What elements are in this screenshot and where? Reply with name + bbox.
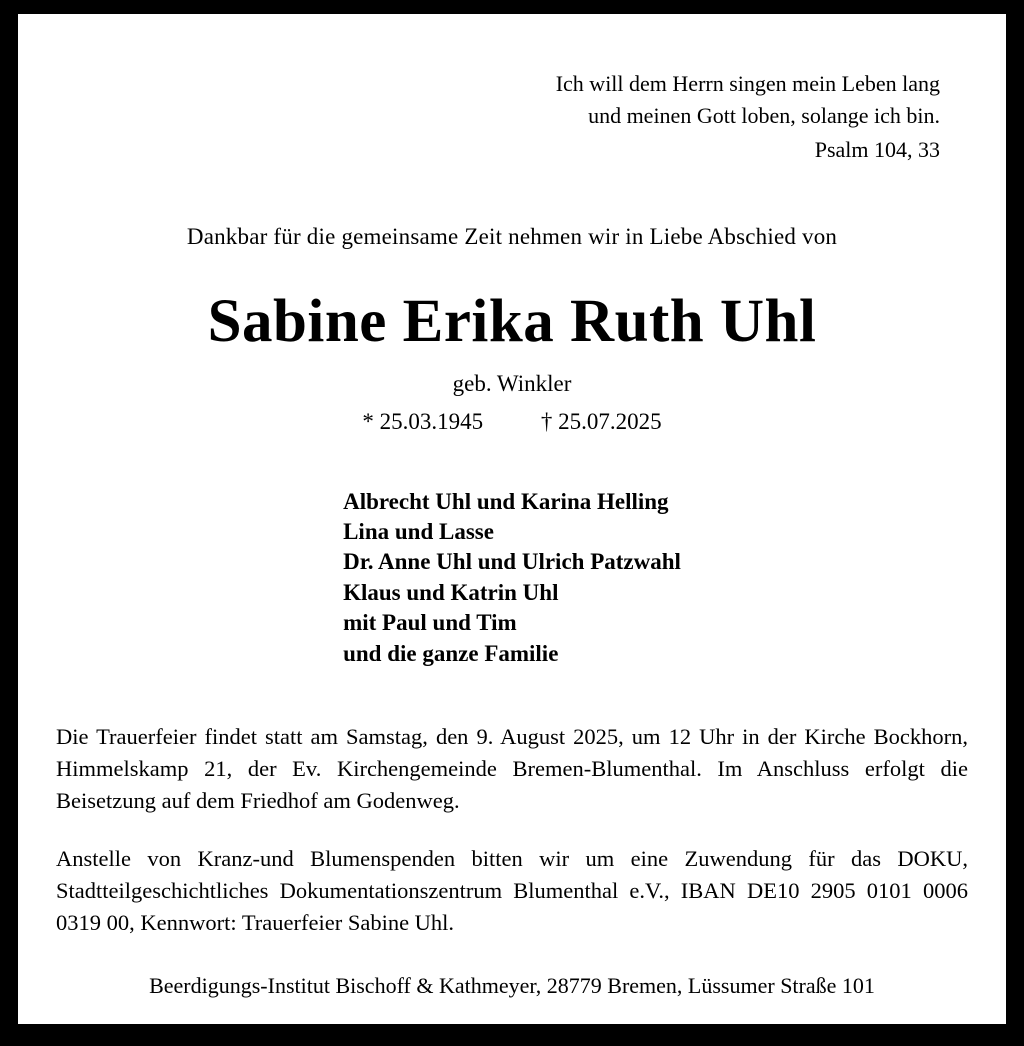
verse-line-2: und meinen Gott loben, solange ich bin.: [588, 102, 940, 128]
verse-line-1: Ich will dem Herrn singen mein Leben lang: [555, 71, 940, 96]
life-dates: [56, 409, 968, 435]
list-item: Albrecht Uhl und Karina Helling: [343, 488, 669, 514]
list-item: und die ganze Familie: [343, 640, 559, 666]
birth-date: * 25.03.1945: [362, 408, 484, 434]
funeral-service-info: Die Trauerfeier findet statt am Samstag, den 9. August 2025, um 12 Uhr in der Kirche Bockhorn, Himmelskamp 21, der Ev. Kirchengemeinde Bremen-Blumenthal. Im Anschluss erfolgt die Beisetzung auf dem Friedhof am Godenweg.: [56, 723, 968, 813]
funeral-home-credit: Beerdigungs-Institut Bischoff & Kathmeyer, 28779 Bremen, Lüssumer Straße 101: [149, 972, 875, 998]
mourners-list: [56, 487, 968, 669]
mourners-inner: [343, 487, 681, 669]
list-item: Klaus und Katrin Uhl: [343, 579, 559, 605]
verse-reference: Psalm 104, 33: [814, 136, 940, 162]
scripture-verse: [56, 50, 968, 166]
obituary-card: [18, 14, 1006, 1024]
maiden-name: geb. Winkler: [452, 370, 572, 396]
death-date: † 25.07.2025: [540, 408, 662, 434]
list-item: mit Paul und Tim: [343, 610, 517, 636]
donation-request-info: Anstelle von Kranz-und Blumenspenden bitten wir um eine Zuwendung für das DOKU, Stadtteilgeschichtliches Dokumentationszentrum Blumenthal e.V., IBAN DE10 2905 0101 0006 0319 00, Kennwort: Trauerfeier Sabine Uhl.: [56, 845, 968, 935]
deceased-name: Sabine Erika Ruth Uhl: [207, 287, 817, 355]
intro-text: Dankbar für die gemeinsame Zeit nehmen wir in Liebe Abschied von: [186, 223, 838, 249]
list-item: Dr. Anne Uhl und Ulrich Patzwahl: [343, 549, 681, 575]
list-item: Lina und Lasse: [343, 519, 494, 545]
